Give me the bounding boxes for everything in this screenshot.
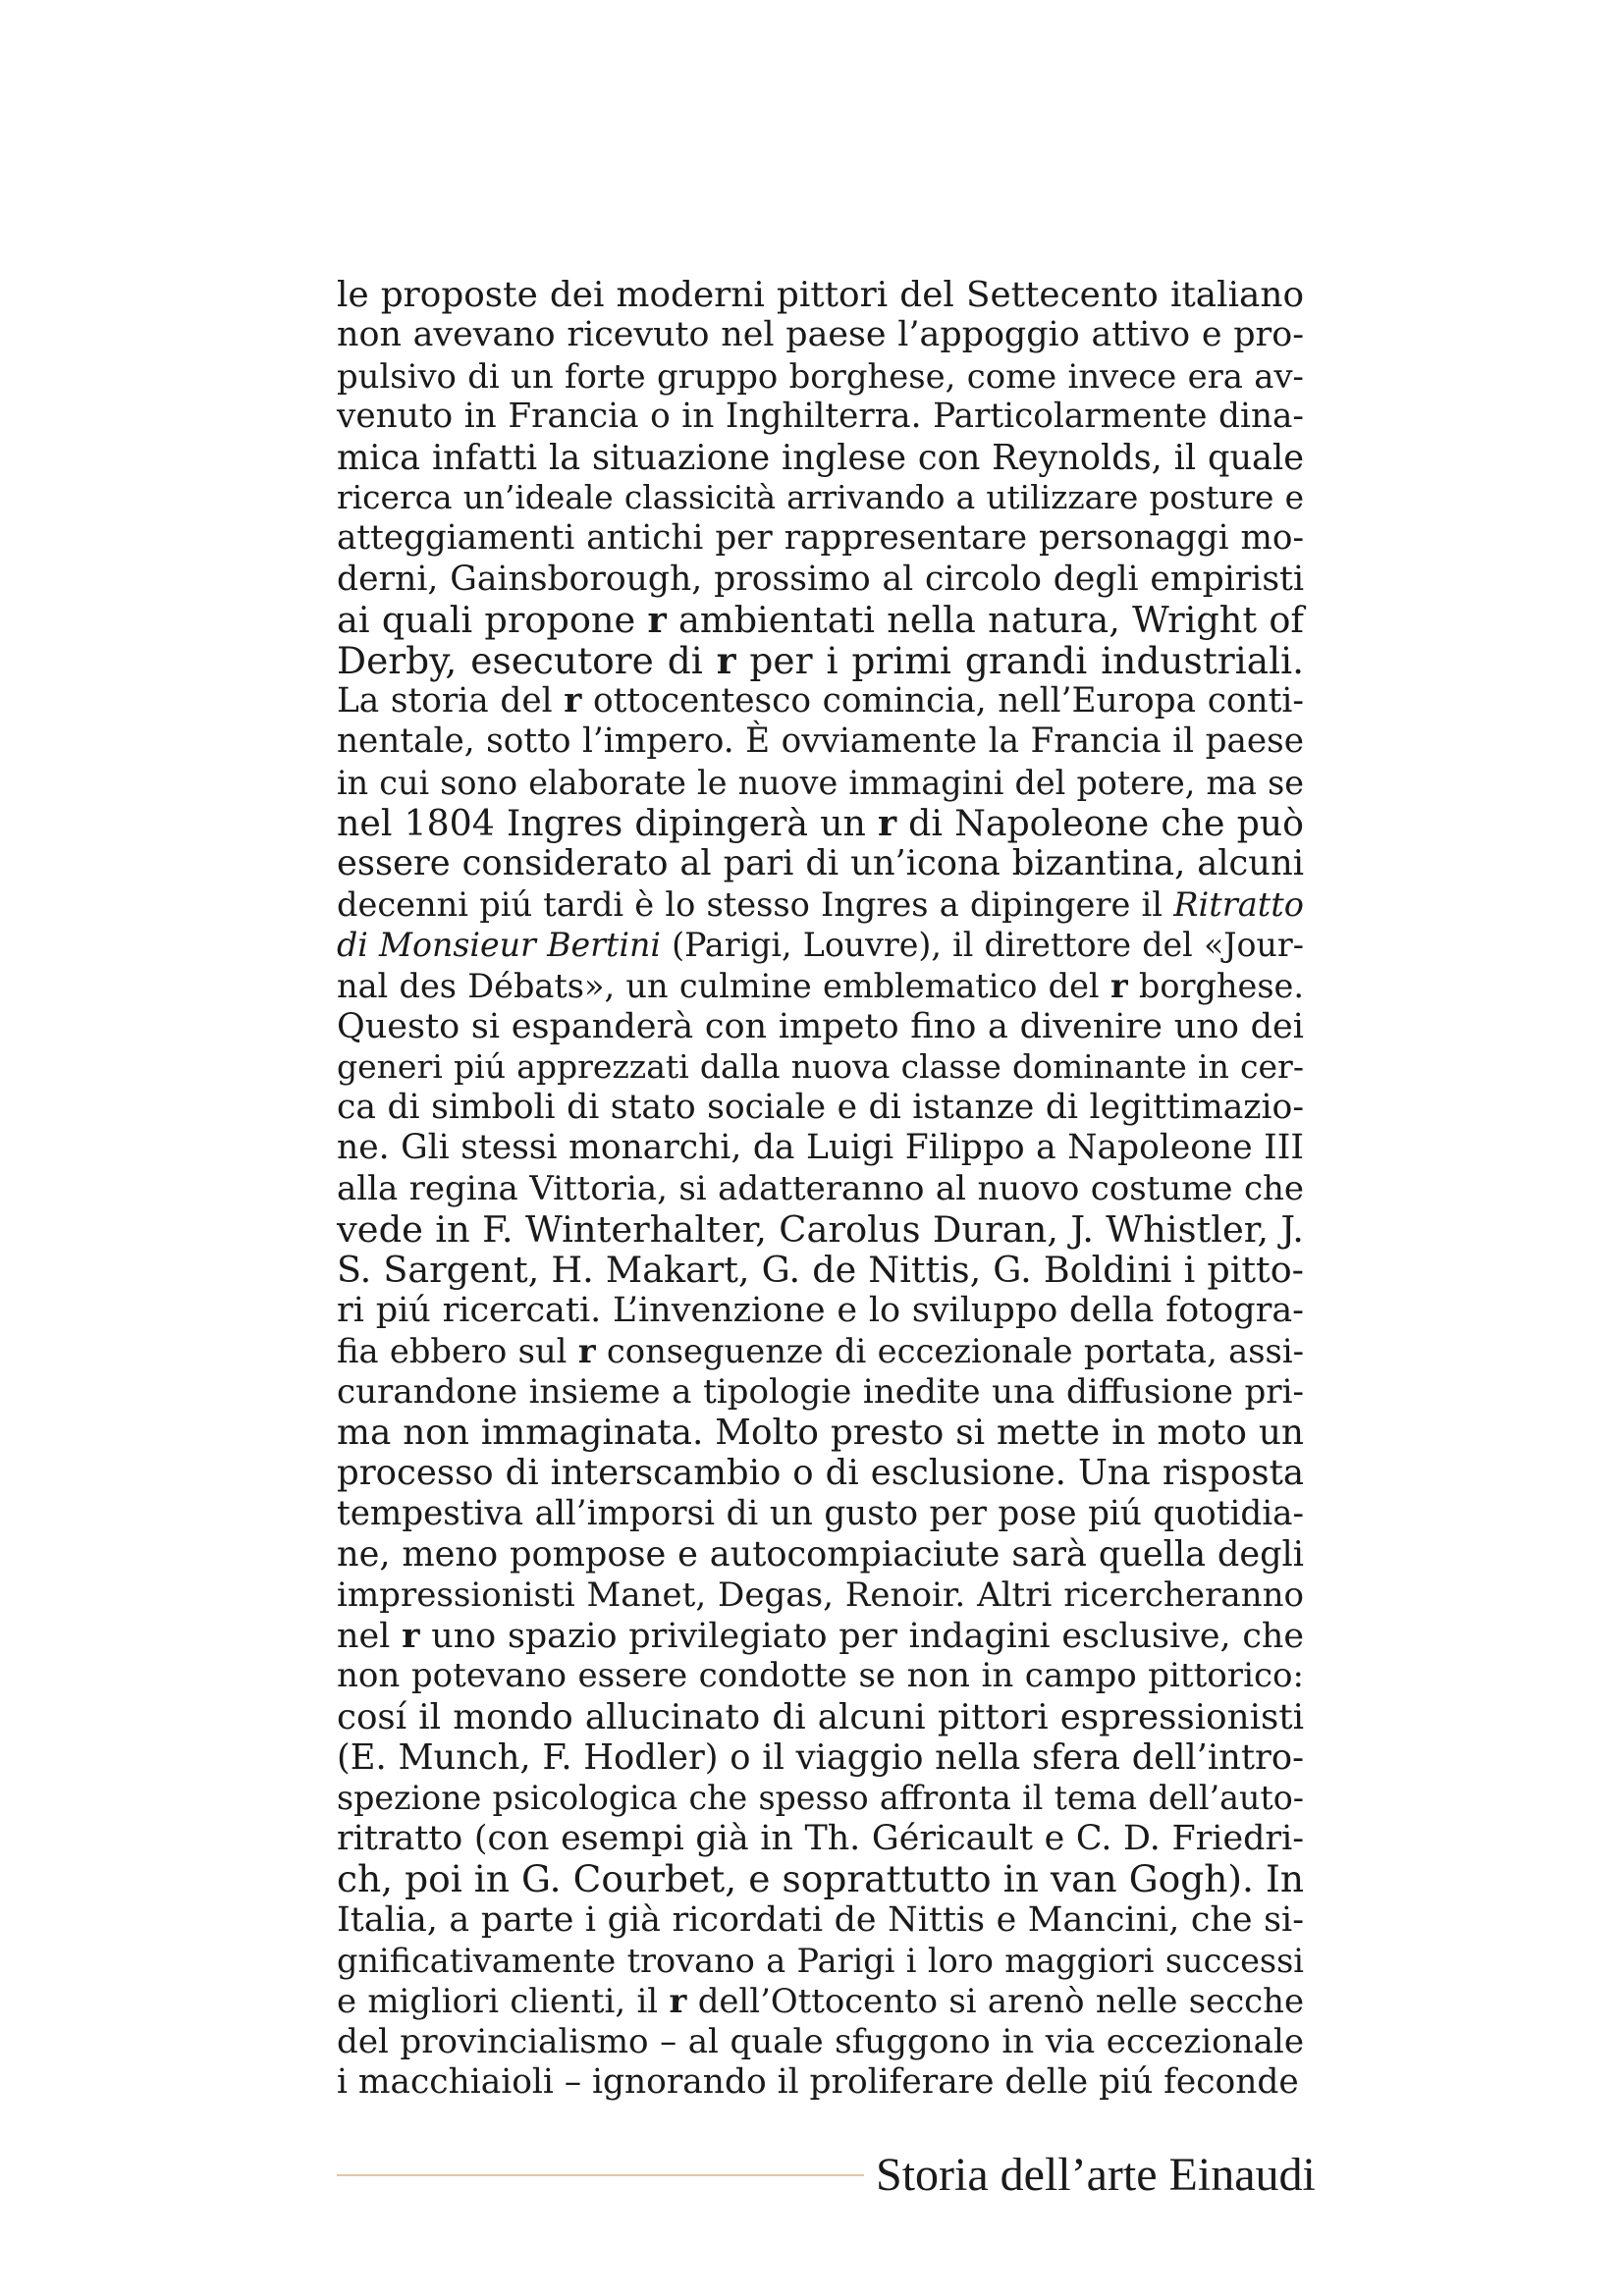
text-line xyxy=(337,843,1304,883)
text-line xyxy=(337,1128,1304,1168)
entry-abbreviation: r xyxy=(577,1331,596,1371)
text-run: vede in F. Winterhalter, Carolus Duran, J. Whistler, J. xyxy=(337,1207,1304,1251)
text-line xyxy=(337,1534,1304,1575)
text-line xyxy=(337,1046,1304,1087)
text-line xyxy=(337,1088,1304,1128)
text-line xyxy=(337,1941,1304,1981)
text-run: fia ebbero sul xyxy=(337,1332,578,1371)
text-run: derni, Gainsborough, prossimo al circolo degli empiristi xyxy=(337,559,1304,599)
body-text xyxy=(337,275,1304,2104)
text-line xyxy=(337,925,1304,965)
text-line xyxy=(337,518,1304,559)
text-line xyxy=(337,1819,1304,1859)
artwork-title: di Monsieur Bertini xyxy=(337,926,661,965)
text-run: conseguenze di eccezionale portata, assi- xyxy=(595,1332,1304,1371)
entry-abbreviation: r xyxy=(647,599,667,642)
text-line xyxy=(337,275,1304,315)
text-run: ca di simboli di stato sociale e di istanze di legittimazio- xyxy=(337,1087,1304,1127)
text-run: (E. Munch, F. Hodler) o il viaggio nella sfera dell’intro- xyxy=(337,1737,1304,1779)
text-line xyxy=(337,721,1304,762)
text-line xyxy=(337,478,1304,518)
entry-abbreviation: r xyxy=(669,1981,687,2021)
text-line xyxy=(337,1859,1304,1899)
entry-abbreviation: r xyxy=(877,802,897,845)
text-line xyxy=(337,1575,1304,1616)
text-run: ne, meno pompose e autocompiaciute sarà quella degli xyxy=(337,1534,1304,1575)
text-line xyxy=(337,1291,1304,1331)
text-run: impressionisti Manet, Degas, Renoir. Altri ricercheranno xyxy=(337,1575,1304,1615)
text-line xyxy=(337,1778,1304,1818)
text-run: nentale, sotto l’impero. È ovviamente la Francia il paese xyxy=(337,721,1304,762)
footer-rule xyxy=(337,2174,864,2176)
text-run: non avevano ricevuto nel paese l’appoggio attivo e pro- xyxy=(337,315,1304,355)
text-line xyxy=(337,966,1304,1006)
text-run: borghese. xyxy=(1127,966,1304,1005)
text-run: in cui sono elaborate le nuove immagini del potere, ma se xyxy=(337,763,1304,802)
text-line xyxy=(337,356,1304,397)
text-line xyxy=(337,1616,1304,1656)
text-line xyxy=(337,1494,1304,1534)
text-line xyxy=(337,600,1304,640)
text-line xyxy=(337,2062,1304,2103)
text-run: ch, poi in G. Courbet, e soprattutto in van Gogh). In xyxy=(337,1857,1304,1901)
text-run: spezione psicologica che spesso affronta il tema dell’auto- xyxy=(337,1779,1304,1818)
text-line xyxy=(337,803,1304,843)
text-run: ne. Gli stessi monarchi, da Luigi Filippo a Napoleone III xyxy=(337,1128,1304,1168)
entry-abbreviation: r xyxy=(716,638,736,682)
text-run: Italia, a parte i già ricordati de Nittis e Mancini, che si- xyxy=(337,1899,1304,1940)
text-line xyxy=(337,1697,1304,1737)
text-line xyxy=(337,1006,1304,1046)
text-line xyxy=(337,1900,1304,1941)
text-line xyxy=(337,1331,1304,1371)
text-run: ricerca un’ideale classicità arrivando a utilizzare posture e xyxy=(337,478,1304,516)
text-line xyxy=(337,1656,1304,1696)
text-run: ambientati nella natura, Wright of xyxy=(666,599,1304,642)
text-line xyxy=(337,763,1304,803)
text-run: cosí il mondo allucinato di alcuni pittori espressionisti xyxy=(337,1696,1304,1737)
text-run: tempestiva all’imporsi di un gusto per pose piú quotidia- xyxy=(337,1493,1304,1533)
text-line xyxy=(337,560,1304,600)
text-run: generi piú apprezzati dalla nuova classe dominante in cer- xyxy=(337,1047,1304,1087)
entry-abbreviation: r xyxy=(564,680,582,721)
text-run: ritratto (con esempi già in Th. Géricault e C. D. Friedri- xyxy=(337,1818,1304,1858)
text-line xyxy=(337,1209,1304,1250)
text-run: curandone insieme a tipologie inedite una diffusione pri- xyxy=(337,1371,1304,1412)
text-line xyxy=(337,1372,1304,1413)
text-line xyxy=(337,397,1304,437)
text-run: venuto in Francia o in Inghilterra. Particolarmente dina- xyxy=(337,397,1304,437)
text-run: ottocentesco comincia, nell’Europa conti- xyxy=(581,680,1304,721)
text-line xyxy=(337,884,1304,925)
text-run: S. Sargent, H. Makart, G. de Nittis, G. Boldini i pitto- xyxy=(337,1249,1304,1292)
text-line xyxy=(337,1250,1304,1290)
text-run: processo di interscambio o di esclusione. Una risposta xyxy=(337,1453,1304,1494)
text-run: del provincialismo – al quale sfuggono in via eccezionale xyxy=(337,2021,1304,2061)
entry-abbreviation: r xyxy=(402,1615,420,1656)
text-line xyxy=(337,1737,1304,1778)
text-run: essere considerato al pari di un’icona bizantina, alcuni xyxy=(337,843,1304,884)
text-run: La storia del xyxy=(337,680,565,721)
text-run: uno spazio privilegiato per indagini esclusive, che xyxy=(419,1616,1305,1656)
text-line xyxy=(337,1169,1304,1209)
text-run: Questo si espanderà con impeto fino a divenire uno dei xyxy=(337,1006,1304,1047)
text-run: non potevano essere condotte se non in campo pittorico: xyxy=(337,1656,1304,1696)
text-run: decenni piú tardi è lo stesso Ingres a dipingere il xyxy=(337,884,1174,924)
text-run: ai quali propone xyxy=(337,599,648,642)
text-run: le proposte dei moderni pittori del Settecento italiano xyxy=(337,275,1304,315)
text-run: Derby, esecutore di xyxy=(337,638,717,682)
text-run: ma non immaginata. Molto presto si mette in moto un xyxy=(337,1412,1304,1453)
text-line xyxy=(337,2022,1304,2062)
text-line xyxy=(337,1413,1304,1453)
text-run: per i primi grandi industriali. xyxy=(735,638,1304,682)
entry-abbreviation: r xyxy=(1109,966,1128,1005)
text-line xyxy=(337,315,1304,355)
text-run: di Napoleone che può xyxy=(896,802,1304,845)
text-run: pulsivo di un forte gruppo borghese, come invece era av- xyxy=(337,356,1304,396)
footer-title: Storia dell’arte Einaudi xyxy=(876,2149,1316,2201)
text-run: alla regina Vittoria, si adatteranno al nuovo costume che xyxy=(337,1168,1304,1208)
text-line xyxy=(337,438,1304,478)
text-run: nal des Débats», un culmine emblematico del xyxy=(337,966,1110,1005)
text-run: (Parigi, Louvre), il direttore del «Jour- xyxy=(660,926,1304,965)
text-run: nel xyxy=(337,1616,403,1656)
text-run: atteggiamenti antichi per rappresentare personaggi mo- xyxy=(337,518,1304,559)
text-line xyxy=(337,1453,1304,1493)
artwork-title: Ritratto xyxy=(1173,884,1304,924)
text-run: nel 1804 Ingres dipingerà un xyxy=(337,802,878,845)
text-run: dell’Ottocento si arenò nelle secche xyxy=(686,1982,1304,2021)
text-run: mica infatti la situazione inglese con Reynolds, il quale xyxy=(337,437,1304,478)
text-run: e migliori clienti, il xyxy=(337,1982,670,2021)
text-line xyxy=(337,1981,1304,2021)
text-run: gnificativamente trovano a Parigi i loro maggiori successi xyxy=(337,1942,1304,1981)
text-line xyxy=(337,638,1304,682)
text-run: i macchiaioli – ignorando il proliferare delle piú feconde xyxy=(337,2062,1299,2103)
text-run: ri piú ricercati. L’invenzione e lo sviluppo della fotogra- xyxy=(337,1290,1304,1330)
text-line xyxy=(337,681,1304,721)
